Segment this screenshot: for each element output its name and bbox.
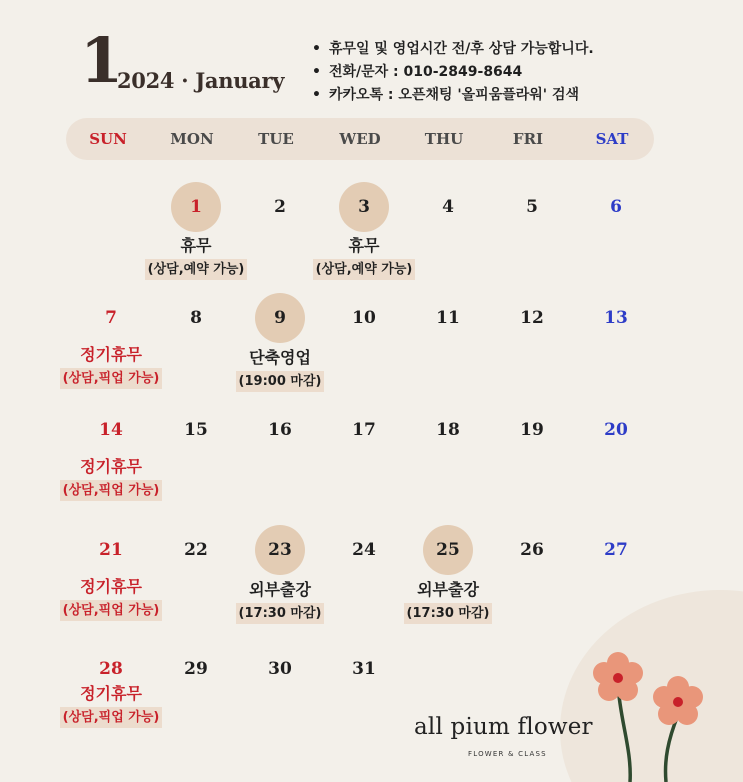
event-note: (상담,예약 가능) xyxy=(313,259,416,280)
day-cell: 26 xyxy=(520,540,544,560)
notice-item: • 전화/문자 : 010-2849-8644 xyxy=(312,61,594,84)
day-cell: 2 xyxy=(274,197,286,217)
month-number: 1 xyxy=(80,24,124,97)
brand-tagline: FLOWER & CLASS xyxy=(468,750,547,758)
event-title: 휴무 xyxy=(348,236,380,255)
event-note: (19:00 마감) xyxy=(236,371,325,392)
day-cell: 27 xyxy=(604,540,628,560)
event-note: (17:30 마감) xyxy=(236,603,325,624)
day-cell: 31 xyxy=(352,659,376,679)
day-cell: 16 xyxy=(268,420,292,440)
event-title: 단축영업 xyxy=(249,348,311,367)
day-cell: 4 xyxy=(442,197,454,217)
event-outside-class xyxy=(210,578,350,624)
event-note: (상담,픽업 가능) xyxy=(60,707,163,728)
event-note: (17:30 마감) xyxy=(404,603,493,624)
event-regular-holiday xyxy=(41,575,181,621)
day-cell: 17 xyxy=(352,420,376,440)
day-cell: 19 xyxy=(520,420,544,440)
day-cell: 1 xyxy=(168,182,224,232)
event-title: 정기휴무 xyxy=(80,577,142,596)
notice-item: • 카카오톡 : 오픈채팅 '올피움플라워' 검색 xyxy=(312,84,594,107)
day-cell: 30 xyxy=(268,659,292,679)
day-cell: 15 xyxy=(184,420,208,440)
day-cell: 24 xyxy=(352,540,376,560)
day-cell: 29 xyxy=(184,659,208,679)
event-regular-holiday xyxy=(41,682,181,728)
weekday-mon: MON xyxy=(170,130,214,148)
event-note: (상담,픽업 가능) xyxy=(60,600,163,621)
event-title: 정기휴무 xyxy=(80,684,142,703)
day-cell: 25 xyxy=(420,525,476,575)
day-cell: 6 xyxy=(610,197,622,217)
day-cell: 21 xyxy=(99,540,123,560)
event-title: 정기휴무 xyxy=(80,457,142,476)
event-outside-class xyxy=(378,578,518,624)
event-regular-holiday xyxy=(41,343,181,389)
event-short-hours xyxy=(210,346,350,392)
event-title: 외부출강 xyxy=(249,580,311,599)
event-title: 외부출강 xyxy=(417,580,479,599)
weekday-wed: WED xyxy=(339,130,381,148)
event-holiday xyxy=(126,234,266,280)
day-cell: 11 xyxy=(436,308,460,328)
day-cell: 8 xyxy=(190,308,202,328)
brand-logo-text: all pium flower xyxy=(414,714,593,740)
month-label: 2024 · January xyxy=(117,68,285,93)
day-cell: 9 xyxy=(252,293,308,343)
day-cell: 13 xyxy=(604,308,628,328)
event-title: 정기휴무 xyxy=(80,345,142,364)
event-note: (상담,예약 가능) xyxy=(145,259,248,280)
day-cell: 5 xyxy=(526,197,538,217)
weekday-fri: FRI xyxy=(512,130,544,148)
weekday-sun: SUN xyxy=(89,130,127,148)
weekday-thu: THU xyxy=(424,130,464,148)
event-note: (상담,픽업 가능) xyxy=(60,480,163,501)
day-cell: 7 xyxy=(105,308,117,328)
event-regular-holiday xyxy=(41,455,181,501)
day-cell: 22 xyxy=(184,540,208,560)
event-holiday xyxy=(294,234,434,280)
notice-item: • 휴무일 및 영업시간 전/후 상담 가능합니다. xyxy=(312,38,594,61)
weekday-tue: TUE xyxy=(258,130,294,148)
day-cell: 10 xyxy=(352,308,376,328)
day-cell: 14 xyxy=(99,420,123,440)
day-cell: 12 xyxy=(520,308,544,328)
event-note: (상담,픽업 가능) xyxy=(60,368,163,389)
day-cell: 18 xyxy=(436,420,460,440)
day-cell: 3 xyxy=(336,182,392,232)
day-cell: 28 xyxy=(99,659,123,679)
day-cell: 20 xyxy=(604,420,628,440)
day-cell: 23 xyxy=(252,525,308,575)
event-title: 휴무 xyxy=(180,236,212,255)
weekday-sat: SAT xyxy=(595,130,629,148)
flower-illustration xyxy=(560,590,743,782)
